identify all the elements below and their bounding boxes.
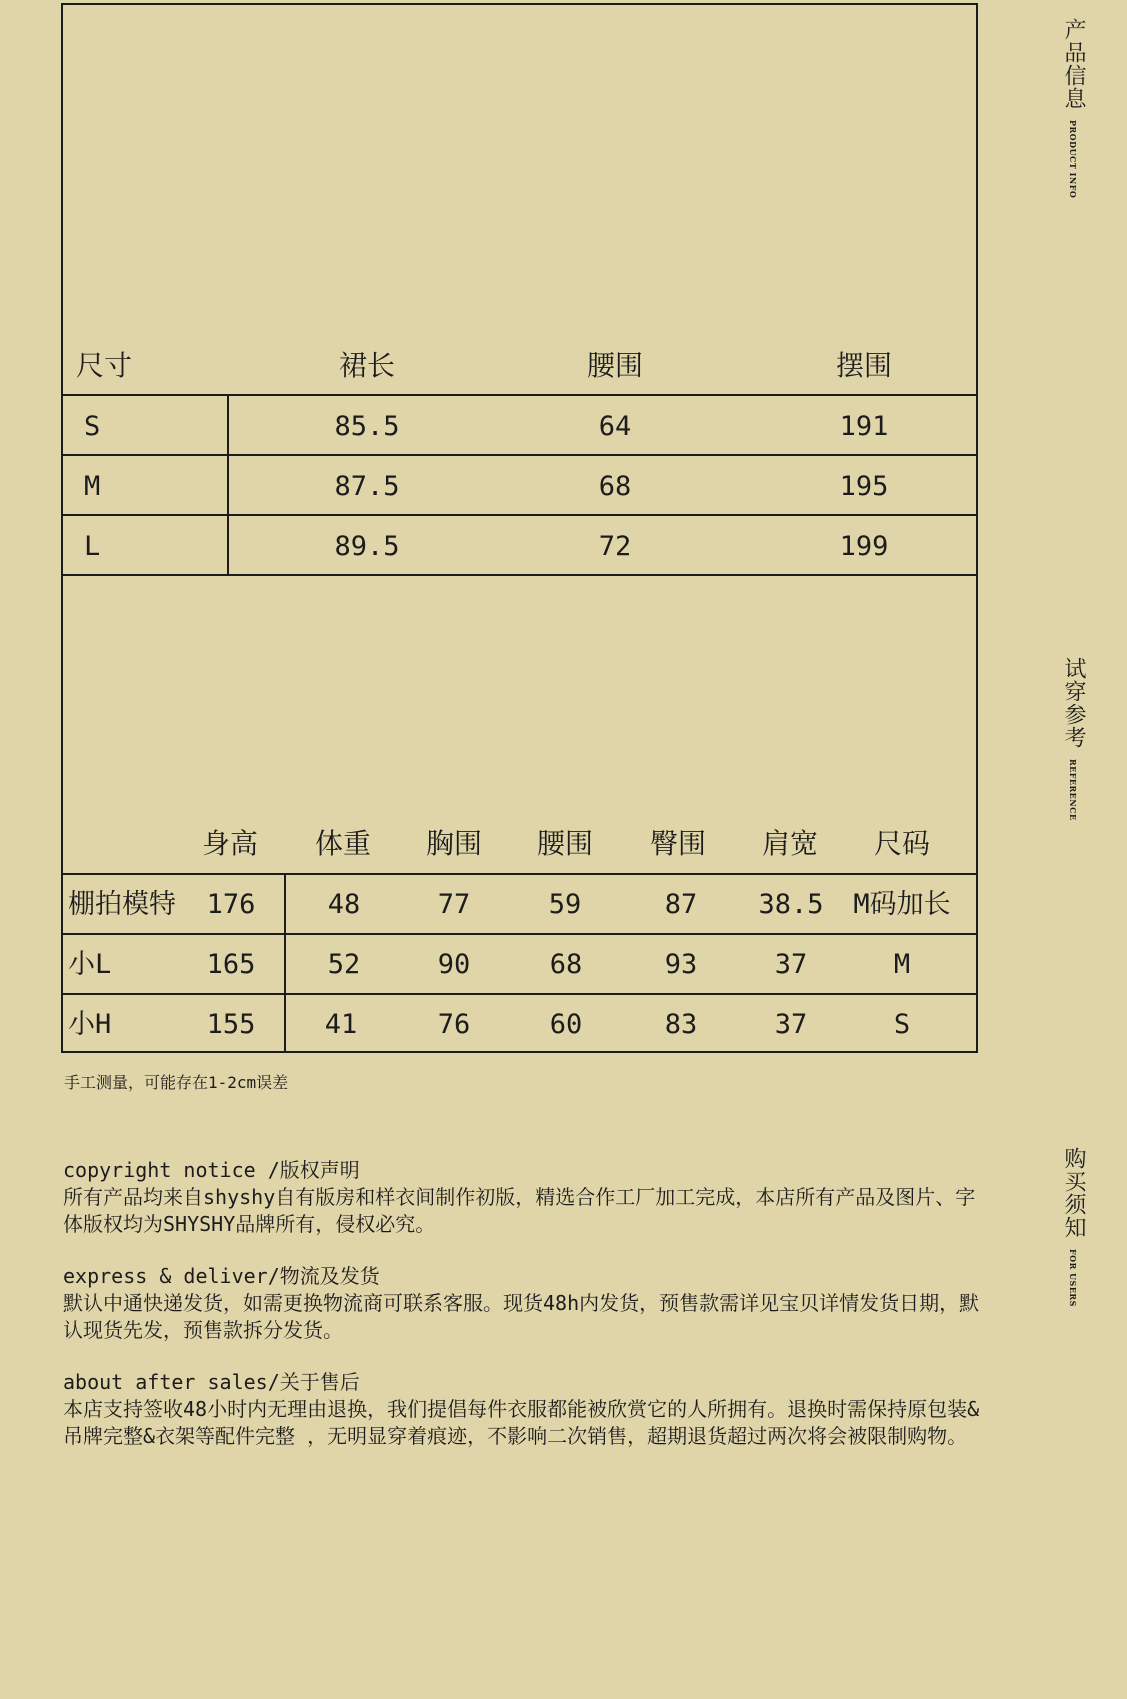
model-cell: 38.5	[758, 889, 824, 920]
size-cell: 191	[839, 411, 889, 442]
model-cell: 棚拍模特	[68, 889, 176, 920]
model-cell: 93	[664, 949, 698, 980]
measure-note: 手工测量，可能存在1-2cm误差	[64, 1073, 289, 1092]
side-label-cn: 产品信息	[1061, 18, 1086, 110]
size-cell: 199	[839, 531, 889, 562]
side-label-reference	[1058, 657, 1089, 820]
model-cell: 小H	[68, 1009, 112, 1040]
model-header-bust: 胸围	[425, 827, 483, 860]
notice-title: about after sales/关于售后	[63, 1370, 360, 1394]
notice-copyright	[63, 1157, 993, 1238]
model-header-hip: 臀围	[649, 827, 707, 860]
size-cell: 64	[598, 411, 632, 442]
notice-body: 本店支持签收48小时内无理由退换，我们提倡每件衣服都能被欣赏它的人所拥有。退换时需保持原包装&吊牌完整&衣架等配件完整 ，无明显穿着痕迹，不影响二次销售，超期退货超过两次将会被限制购物。	[63, 1397, 980, 1448]
model-cell: 87	[664, 889, 698, 920]
model-cell: 52	[327, 949, 361, 980]
notice-express	[63, 1263, 993, 1344]
size-header-hem: 摆围	[835, 349, 893, 382]
side-label-en: FOR USERS	[1068, 1248, 1078, 1307]
notice-body: 所有产品均来自shyshy自有版房和样衣间制作初版，精选合作工厂加工完成，本店所有产品及图片、字体版权均为SHYSHY品牌所有，侵权必究。	[63, 1185, 976, 1236]
side-label-en: REFERENCE	[1068, 758, 1078, 821]
side-label-en: PRODUCT INFO	[1068, 119, 1078, 198]
model-cell: 41	[324, 1009, 358, 1040]
model-header-shoulder: 肩宽	[761, 827, 819, 860]
size-cell: 68	[598, 471, 632, 502]
model-cell: 37	[774, 1009, 808, 1040]
model-cell: M	[893, 949, 911, 980]
side-label-cn: 购买须知	[1061, 1147, 1086, 1239]
side-label-for-users	[1058, 1147, 1089, 1307]
size-cell: 72	[598, 531, 632, 562]
model-cell: 77	[437, 889, 471, 920]
size-header-length: 裙长	[338, 349, 396, 382]
notice-after-sales	[63, 1369, 993, 1450]
size-cell: S	[84, 411, 101, 442]
model-cell: S	[893, 1009, 911, 1040]
size-cell: 195	[839, 471, 889, 502]
model-cell: 37	[774, 949, 808, 980]
notice-body: 默认中通快递发货，如需更换物流商可联系客服。现货48h内发货，预售款需详见宝贝详情发货日期，默认现货先发，预售款拆分发货。	[63, 1291, 980, 1342]
model-cell: 90	[437, 949, 471, 980]
model-header-size: 尺码	[873, 827, 931, 860]
model-header-height: 身高	[201, 827, 259, 860]
side-label-cn: 试穿参考	[1061, 657, 1086, 749]
model-header-weight: 体重	[314, 827, 372, 860]
model-cell: 76	[437, 1009, 471, 1040]
model-cell: 155	[206, 1009, 256, 1040]
size-cell: 89.5	[334, 531, 400, 562]
size-cell: 87.5	[334, 471, 400, 502]
notice-title: express & deliver/物流及发货	[63, 1264, 380, 1288]
model-cell: 83	[664, 1009, 698, 1040]
model-cell: 68	[549, 949, 583, 980]
model-cell: 165	[206, 949, 256, 980]
size-header-waist: 腰围	[586, 349, 644, 382]
notice-title: copyright notice /版权声明	[63, 1158, 360, 1182]
model-cell: 48	[327, 889, 361, 920]
model-header-waist: 腰围	[536, 827, 594, 860]
model-cell: 小L	[68, 949, 112, 980]
model-cell: M码加长	[853, 889, 951, 920]
size-cell: 85.5	[334, 411, 400, 442]
model-cell: 60	[549, 1009, 583, 1040]
model-cell: 176	[206, 889, 256, 920]
side-label-product-info	[1058, 18, 1089, 198]
model-cell: 59	[548, 889, 582, 920]
size-cell: L	[84, 531, 101, 562]
size-header-size: 尺寸	[76, 349, 133, 382]
size-cell: M	[84, 471, 101, 502]
